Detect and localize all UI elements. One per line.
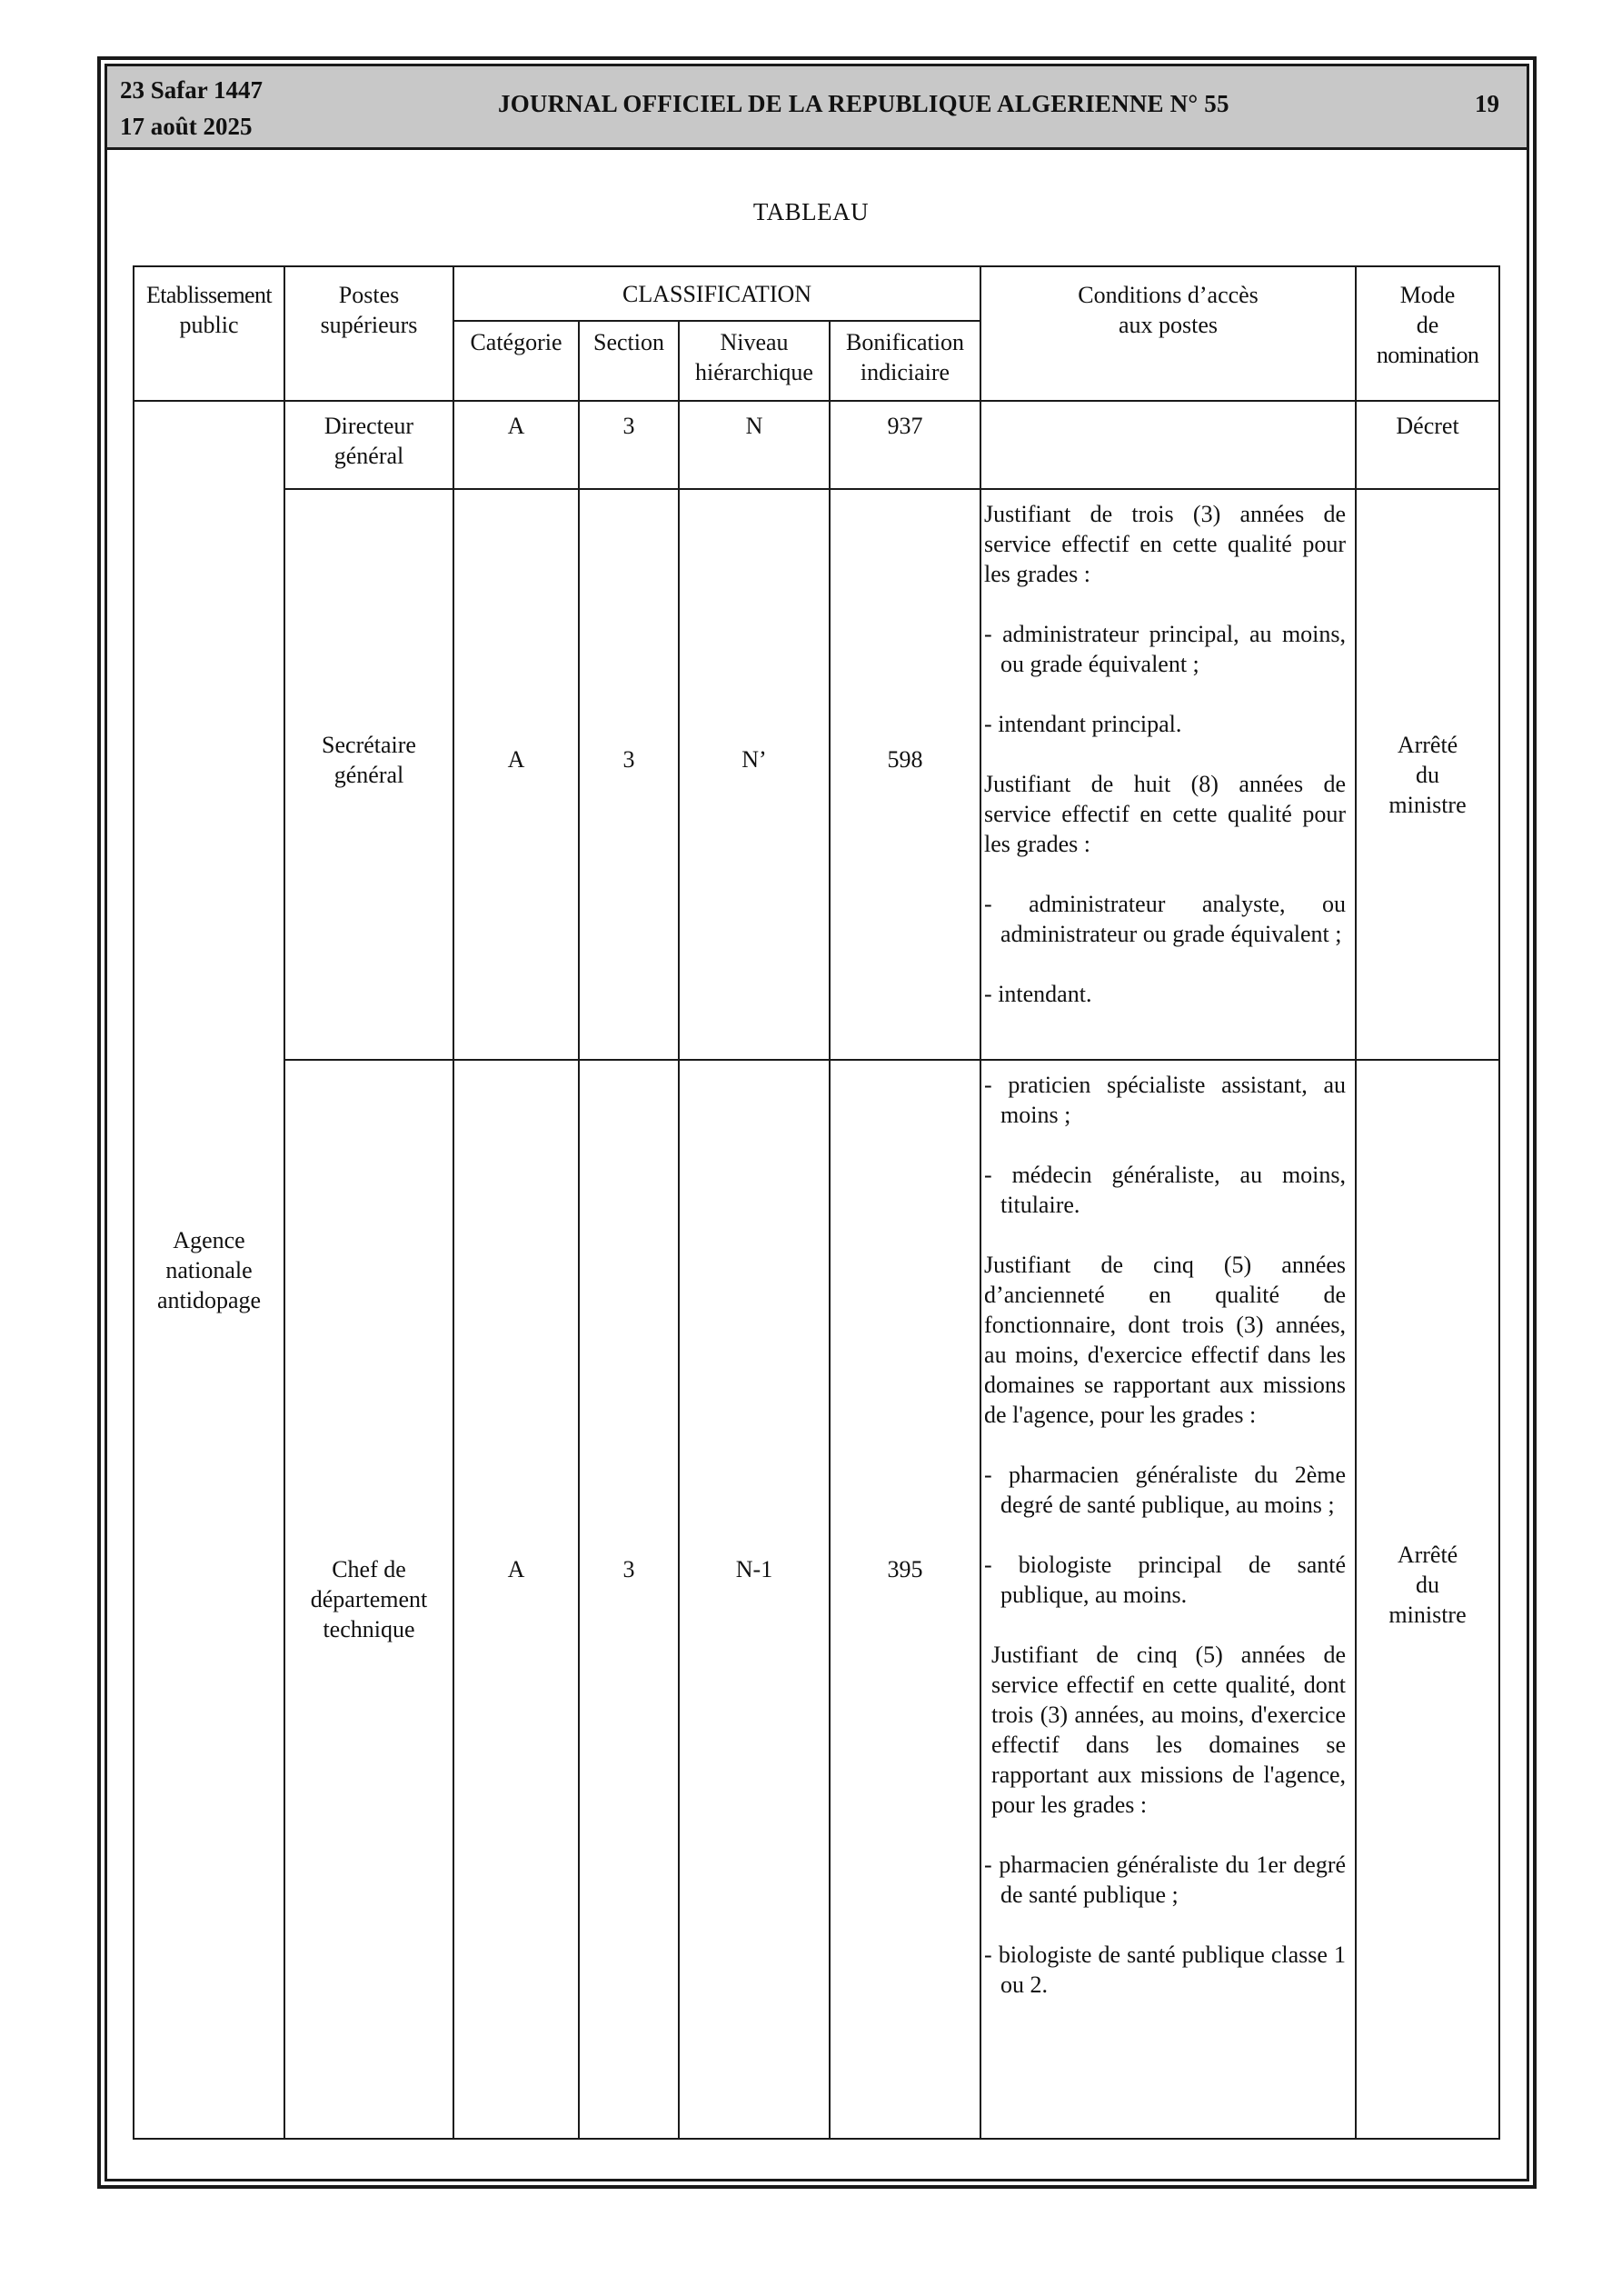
condition-text: - biologiste de santé publique classe 1 ou 2.	[984, 1942, 1347, 1998]
categorie-cell: A	[453, 489, 579, 1060]
poste-secretaire: Secrétaire général	[284, 489, 453, 1060]
classification-table	[133, 265, 1500, 2140]
etablissement-cell: Agence nationale antidopage	[134, 401, 284, 2139]
header-classification: CLASSIFICATION	[453, 266, 980, 321]
header-bonification: Bonification indiciaire	[830, 321, 980, 401]
poste-directeur: Directeur général	[284, 401, 453, 489]
condition-text: Justifiant de huit (8) années de service effectif en cette qualité pour les grades :	[984, 771, 1347, 857]
table-row	[134, 401, 1499, 489]
bonification-cell: 395	[830, 1060, 980, 2139]
table-row	[134, 489, 1499, 1060]
bonification-cell: 937	[830, 401, 980, 489]
header-page-number: 19	[1475, 90, 1499, 117]
header-categorie: Catégorie	[453, 321, 579, 401]
niveau-cell: N	[679, 401, 830, 489]
niveau-cell: N’	[679, 489, 830, 1060]
condition-text: Justifiant de cinq (5) années de service effectif en cette qualité, dont trois (3) années, au moins, d'exercice effectif dans les domaines se rapportant aux missions de l'agence, pour les grades :	[991, 1642, 1347, 1818]
condition-text: - pharmacien généraliste du 2ème degré de santé publique, au moins ;	[984, 1462, 1347, 1518]
poste-chef-departement: Chef de département technique	[284, 1060, 453, 2139]
condition-text: - administrateur principal, au moins, ou grade équivalent ;	[984, 621, 1347, 677]
header-title: JOURNAL OFFICIEL DE LA REPUBLIQUE ALGERIENNE N° 55	[498, 90, 1229, 117]
condition-text: Justifiant de cinq (5) années d’ancienneté en qualité de fonctionnaire, dont trois (3) années, au moins, d'exercice effectif dans les domaines se rapportant aux missions de l'agence, pour les grades :	[984, 1252, 1347, 1428]
journal-header	[107, 66, 1527, 150]
table-row	[134, 1060, 1499, 2139]
mode-cell: Arrêté du ministre	[1356, 1060, 1499, 2139]
condition-text: - biologiste principal de santé publique, au moins.	[984, 1552, 1347, 1608]
condition-text: - praticien spécialiste assistant, au moins ;	[984, 1072, 1347, 1128]
condition-text: - médecin généraliste, au moins, titulaire.	[984, 1162, 1347, 1218]
condition-text: - intendant.	[984, 981, 1092, 1007]
mode-cell: Arrêté du ministre	[1356, 489, 1499, 1060]
header-date-gregorian: 17 août 2025	[120, 113, 253, 140]
categorie-cell: A	[453, 1060, 579, 2139]
conditions-cell	[980, 489, 1356, 1060]
header-conditions: Conditions d’accès aux postes	[980, 266, 1356, 401]
condition-text: - administrateur analyste, ou administrateur ou grade équivalent ;	[984, 891, 1347, 947]
section-cell: 3	[579, 489, 679, 1060]
header-date-hijri: 23 Safar 1447	[120, 76, 264, 104]
header-dates	[120, 72, 263, 145]
header-niveau: Niveau hiérarchique	[679, 321, 830, 401]
condition-text: - intendant principal.	[984, 711, 1182, 737]
condition-text: - pharmacien généraliste du 1er degré de santé publique ;	[984, 1852, 1347, 1908]
niveau-cell: N-1	[679, 1060, 830, 2139]
section-cell: 3	[579, 1060, 679, 2139]
conditions-cell	[980, 401, 1356, 489]
condition-text: Justifiant de trois (3) années de service effectif en cette qualité pour les grades :	[984, 501, 1347, 587]
bonification-cell: 598	[830, 489, 980, 1060]
mode-cell: Décret	[1356, 401, 1499, 489]
header-postes: Postes supérieurs	[284, 266, 453, 401]
section-cell: 3	[579, 401, 679, 489]
table-caption: TABLEAU	[752, 198, 870, 225]
header-section: Section	[579, 321, 679, 401]
conditions-cell	[980, 1060, 1356, 2139]
categorie-cell: A	[453, 401, 579, 489]
header-etablissement: Etablissement public	[134, 266, 284, 401]
header-mode: Mode de nomination	[1356, 266, 1499, 401]
